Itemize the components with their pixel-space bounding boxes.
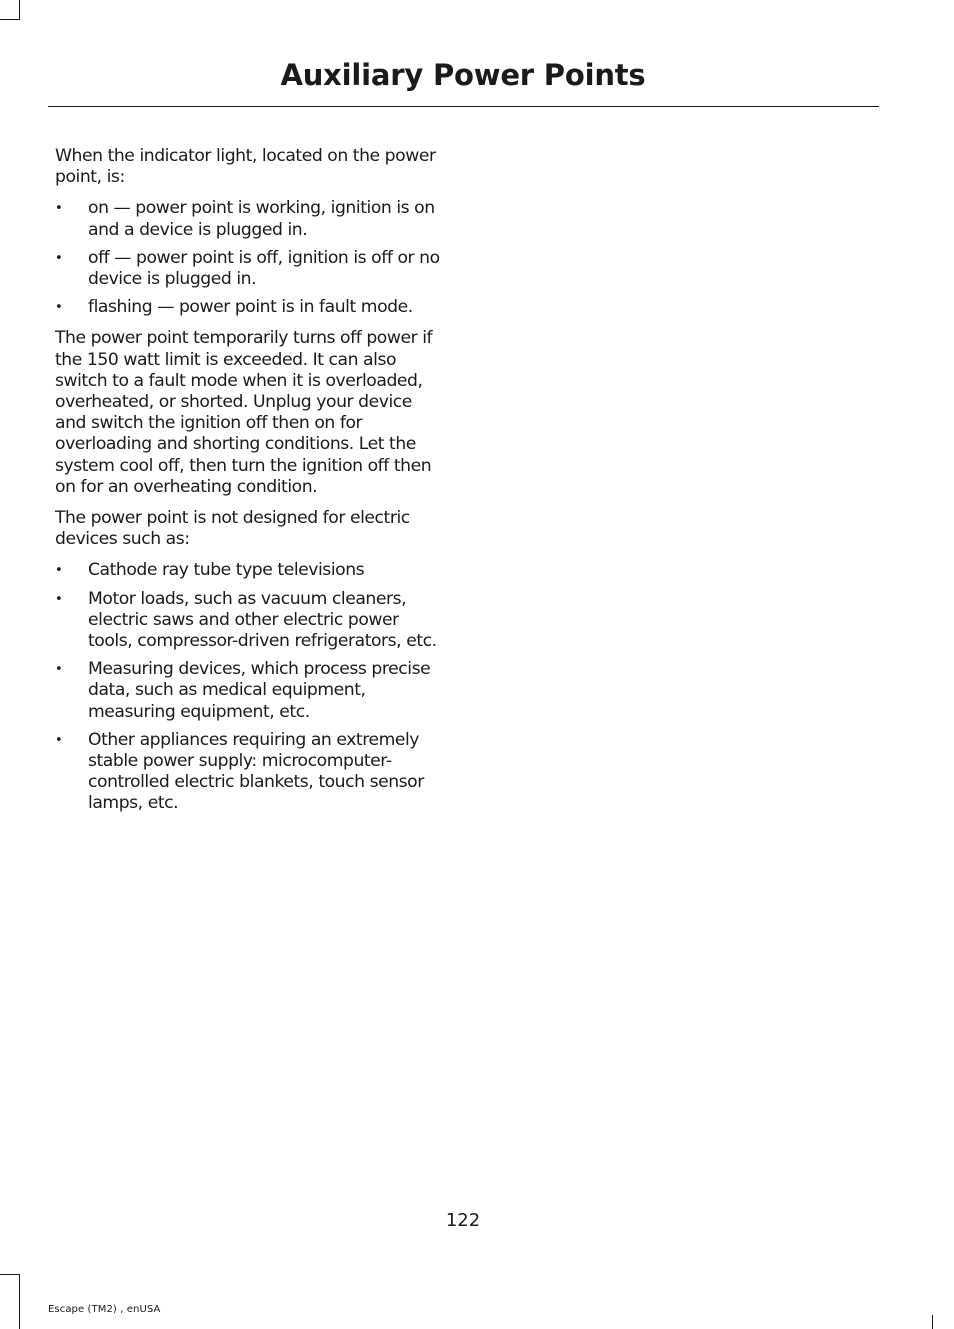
crop-mark-bottom-right-vertical [932,1315,933,1329]
list-item-text: Motor loads, such as vacuum cleaners, electric saws and other electric power tools, compressor-driven refrigerators, etc. [88,588,437,652]
crop-mark-bottom-left-horizontal [0,1274,20,1275]
bullet-icon: • [55,300,63,316]
list-item-text: Measuring devices, which process precise data, such as medical equipment, measuring equipment, etc. [88,659,431,722]
list-item-text: Cathode ray tube type televisions [88,560,365,581]
bullet-icon: • [55,591,63,607]
devices-intro-paragraph: The power point is not designed for electric devices such as: [55,508,410,550]
list-item [55,730,445,815]
title-divider [48,106,879,107]
page-number: 122 [445,1210,481,1231]
list-item [55,248,445,290]
bullet-icon: • [55,732,63,748]
list-item [55,659,445,723]
indicator-intro-paragraph: When the indicator light, located on the power point, is: [55,146,436,188]
edition-footer: Escape (TM2) , enUSA [48,1304,161,1315]
crop-mark-top-left-horizontal [0,19,20,20]
list-item [55,297,445,318]
list-item-text: on — power point is working, ignition is on and a device is plugged in. [88,198,435,240]
list-item [55,198,445,240]
crop-mark-top-left-vertical [19,0,20,20]
list-item-text: Other appliances requiring an extremely stable power supply: microcomputer-controlled electric blankets, touch sensor lamps, etc. [88,729,424,814]
bullet-icon: • [55,662,63,678]
indicator-states-list [55,198,445,318]
bullet-icon: • [55,250,63,266]
bullet-icon: • [55,563,63,579]
crop-mark-bottom-left-vertical [19,1274,20,1329]
list-item-text: off — power point is off, ignition is off or no device is plugged in. [88,247,440,290]
bullet-icon: • [55,201,63,217]
list-item [55,560,445,581]
fault-mode-paragraph: The power point temporarily turns off power if the 150 watt limit is exceeded. It can also switch to a fault mode when it is overloaded, overheated, or shorted. Unplug your device and switch the ignition off then on for overloading and shorting conditions. Let the system cool off, then turn the ignition off then on for an overheating condition. [55,328,433,497]
list-item [55,589,445,653]
list-item-text: flashing — power point is in fault mode. [88,297,413,318]
page-title: Auxiliary Power Points [280,58,646,92]
content-column [55,146,445,825]
unsupported-devices-list [55,560,445,814]
